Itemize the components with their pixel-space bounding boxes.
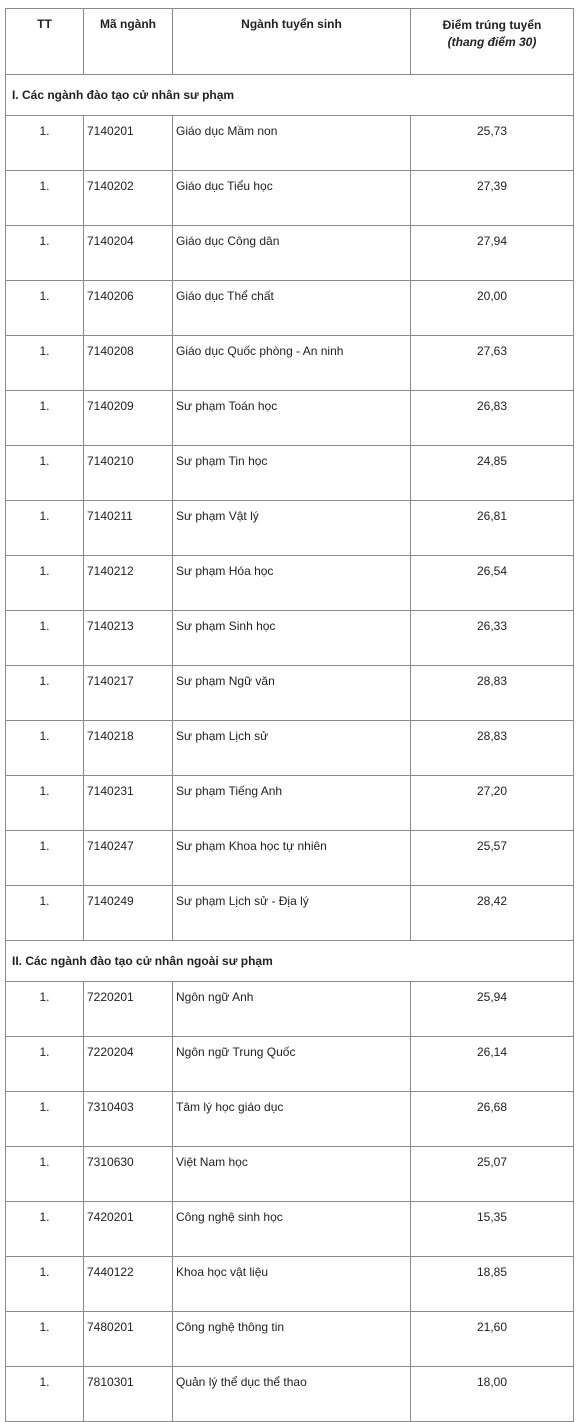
row-score-cell: 26,81 (411, 501, 574, 556)
row-code-cell: 7140210 (84, 446, 173, 501)
row-name-cell: Sư phạm Ngữ văn (173, 666, 411, 721)
table-row (6, 171, 574, 226)
row-name-cell: Sư phạm Toán học (173, 391, 411, 446)
table-body (6, 75, 574, 1422)
row-code-cell: 7310403 (84, 1092, 173, 1147)
table-row (6, 336, 574, 391)
header-score-label: Điểm trúng tuyển (442, 18, 542, 32)
table-row (6, 281, 574, 336)
table-row (6, 446, 574, 501)
table-row (6, 886, 574, 941)
row-tt-cell: 1. (6, 446, 84, 501)
row-name-cell: Giáo dục Tiểu học (173, 171, 411, 226)
row-name-cell: Sư phạm Vật lý (173, 501, 411, 556)
row-tt-cell: 1. (6, 556, 84, 611)
table-row (6, 556, 574, 611)
row-tt-cell: 1. (6, 1037, 84, 1092)
table-row (6, 611, 574, 666)
row-tt-cell: 1. (6, 391, 84, 446)
row-score-cell: 26,14 (411, 1037, 574, 1092)
row-code-cell: 7140209 (84, 391, 173, 446)
table-row (6, 776, 574, 831)
table-row (6, 982, 574, 1037)
row-tt-cell: 1. (6, 831, 84, 886)
row-name-cell: Ngôn ngữ Trung Quốc (173, 1037, 411, 1092)
row-code-cell: 7220204 (84, 1037, 173, 1092)
admission-score-table (5, 8, 574, 1422)
row-name-cell: Giáo dục Mầm non (173, 116, 411, 171)
row-name-cell: Sư phạm Tiếng Anh (173, 776, 411, 831)
header-score (411, 9, 574, 75)
row-tt-cell: 1. (6, 886, 84, 941)
row-name-cell: Sư phạm Sinh học (173, 611, 411, 666)
row-score-cell: 27,39 (411, 171, 574, 226)
row-tt-cell: 1. (6, 1257, 84, 1312)
row-name-cell: Tâm lý học giáo dục (173, 1092, 411, 1147)
row-score-cell: 20,00 (411, 281, 574, 336)
section-header-row (6, 75, 574, 116)
row-name-cell: Công nghệ thông tin (173, 1312, 411, 1367)
row-score-cell: 25,57 (411, 831, 574, 886)
row-code-cell: 7140204 (84, 226, 173, 281)
row-code-cell: 7140211 (84, 501, 173, 556)
row-tt-cell: 1. (6, 1312, 84, 1367)
section-title: II. Các ngành đào tạo cử nhân ngoài sư phạm (6, 941, 574, 982)
row-score-cell: 15,35 (411, 1202, 574, 1257)
table-row (6, 1147, 574, 1202)
row-tt-cell: 1. (6, 171, 84, 226)
row-name-cell: Công nghệ sinh học (173, 1202, 411, 1257)
table-row (6, 1037, 574, 1092)
table-row (6, 1092, 574, 1147)
row-score-cell: 25,94 (411, 982, 574, 1037)
row-tt-cell: 1. (6, 1147, 84, 1202)
row-code-cell: 7140213 (84, 611, 173, 666)
row-code-cell: 7140218 (84, 721, 173, 776)
row-name-cell: Sư phạm Khoa học tự nhiên (173, 831, 411, 886)
section-title: I. Các ngành đào tạo cử nhân sư phạm (6, 75, 574, 116)
header-code: Mã ngành (84, 9, 173, 75)
table-row (6, 721, 574, 776)
row-name-cell: Sư phạm Lịch sử (173, 721, 411, 776)
table-row (6, 501, 574, 556)
row-score-cell: 26,68 (411, 1092, 574, 1147)
row-score-cell: 28,83 (411, 666, 574, 721)
header-score-scale: (thang điểm 30) (447, 35, 537, 49)
table-row (6, 226, 574, 281)
row-name-cell: Giáo dục Thể chất (173, 281, 411, 336)
row-score-cell: 18,00 (411, 1367, 574, 1422)
row-tt-cell: 1. (6, 226, 84, 281)
row-score-cell: 26,54 (411, 556, 574, 611)
row-score-cell: 18,85 (411, 1257, 574, 1312)
row-code-cell: 7140247 (84, 831, 173, 886)
row-name-cell: Ngôn ngữ Anh (173, 982, 411, 1037)
row-code-cell: 7140206 (84, 281, 173, 336)
row-code-cell: 7440122 (84, 1257, 173, 1312)
row-tt-cell: 1. (6, 281, 84, 336)
row-name-cell: Quản lý thể dục thể thao (173, 1367, 411, 1422)
row-tt-cell: 1. (6, 1202, 84, 1257)
row-code-cell: 7140212 (84, 556, 173, 611)
row-score-cell: 25,07 (411, 1147, 574, 1202)
row-score-cell: 27,20 (411, 776, 574, 831)
table-row (6, 1257, 574, 1312)
row-name-cell: Khoa học vật liệu (173, 1257, 411, 1312)
row-score-cell: 25,73 (411, 116, 574, 171)
section-header-row (6, 941, 574, 982)
row-tt-cell: 1. (6, 982, 84, 1037)
row-tt-cell: 1. (6, 611, 84, 666)
row-name-cell: Giáo dục Quốc phòng - An ninh (173, 336, 411, 391)
table-row (6, 1202, 574, 1257)
table-row (6, 1312, 574, 1367)
row-code-cell: 7140231 (84, 776, 173, 831)
admission-score-table-wrapper (5, 8, 573, 1422)
table-header-row (6, 9, 574, 75)
table-row (6, 116, 574, 171)
table-row (6, 666, 574, 721)
row-code-cell: 7220201 (84, 982, 173, 1037)
row-name-cell: Giáo dục Công dân (173, 226, 411, 281)
row-code-cell: 7140201 (84, 116, 173, 171)
row-name-cell: Sư phạm Lịch sử - Địa lý (173, 886, 411, 941)
row-score-cell: 26,83 (411, 391, 574, 446)
row-score-cell: 28,83 (411, 721, 574, 776)
row-tt-cell: 1. (6, 501, 84, 556)
row-tt-cell: 1. (6, 666, 84, 721)
header-tt: TT (6, 9, 84, 75)
row-score-cell: 27,63 (411, 336, 574, 391)
row-tt-cell: 1. (6, 776, 84, 831)
row-code-cell: 7140202 (84, 171, 173, 226)
row-tt-cell: 1. (6, 1367, 84, 1422)
row-code-cell: 7140208 (84, 336, 173, 391)
row-score-cell: 26,33 (411, 611, 574, 666)
row-tt-cell: 1. (6, 116, 84, 171)
row-score-cell: 24,85 (411, 446, 574, 501)
row-score-cell: 28,42 (411, 886, 574, 941)
row-code-cell: 7420201 (84, 1202, 173, 1257)
row-tt-cell: 1. (6, 721, 84, 776)
header-name: Ngành tuyển sinh (173, 9, 411, 75)
row-tt-cell: 1. (6, 1092, 84, 1147)
table-row (6, 831, 574, 886)
row-name-cell: Sư phạm Hóa học (173, 556, 411, 611)
row-code-cell: 7140217 (84, 666, 173, 721)
row-tt-cell: 1. (6, 336, 84, 391)
row-code-cell: 7140249 (84, 886, 173, 941)
row-name-cell: Việt Nam học (173, 1147, 411, 1202)
row-score-cell: 21,60 (411, 1312, 574, 1367)
row-name-cell: Sư phạm Tin học (173, 446, 411, 501)
row-code-cell: 7480201 (84, 1312, 173, 1367)
row-score-cell: 27,94 (411, 226, 574, 281)
row-code-cell: 7310630 (84, 1147, 173, 1202)
row-code-cell: 7810301 (84, 1367, 173, 1422)
table-row (6, 391, 574, 446)
table-row (6, 1367, 574, 1422)
